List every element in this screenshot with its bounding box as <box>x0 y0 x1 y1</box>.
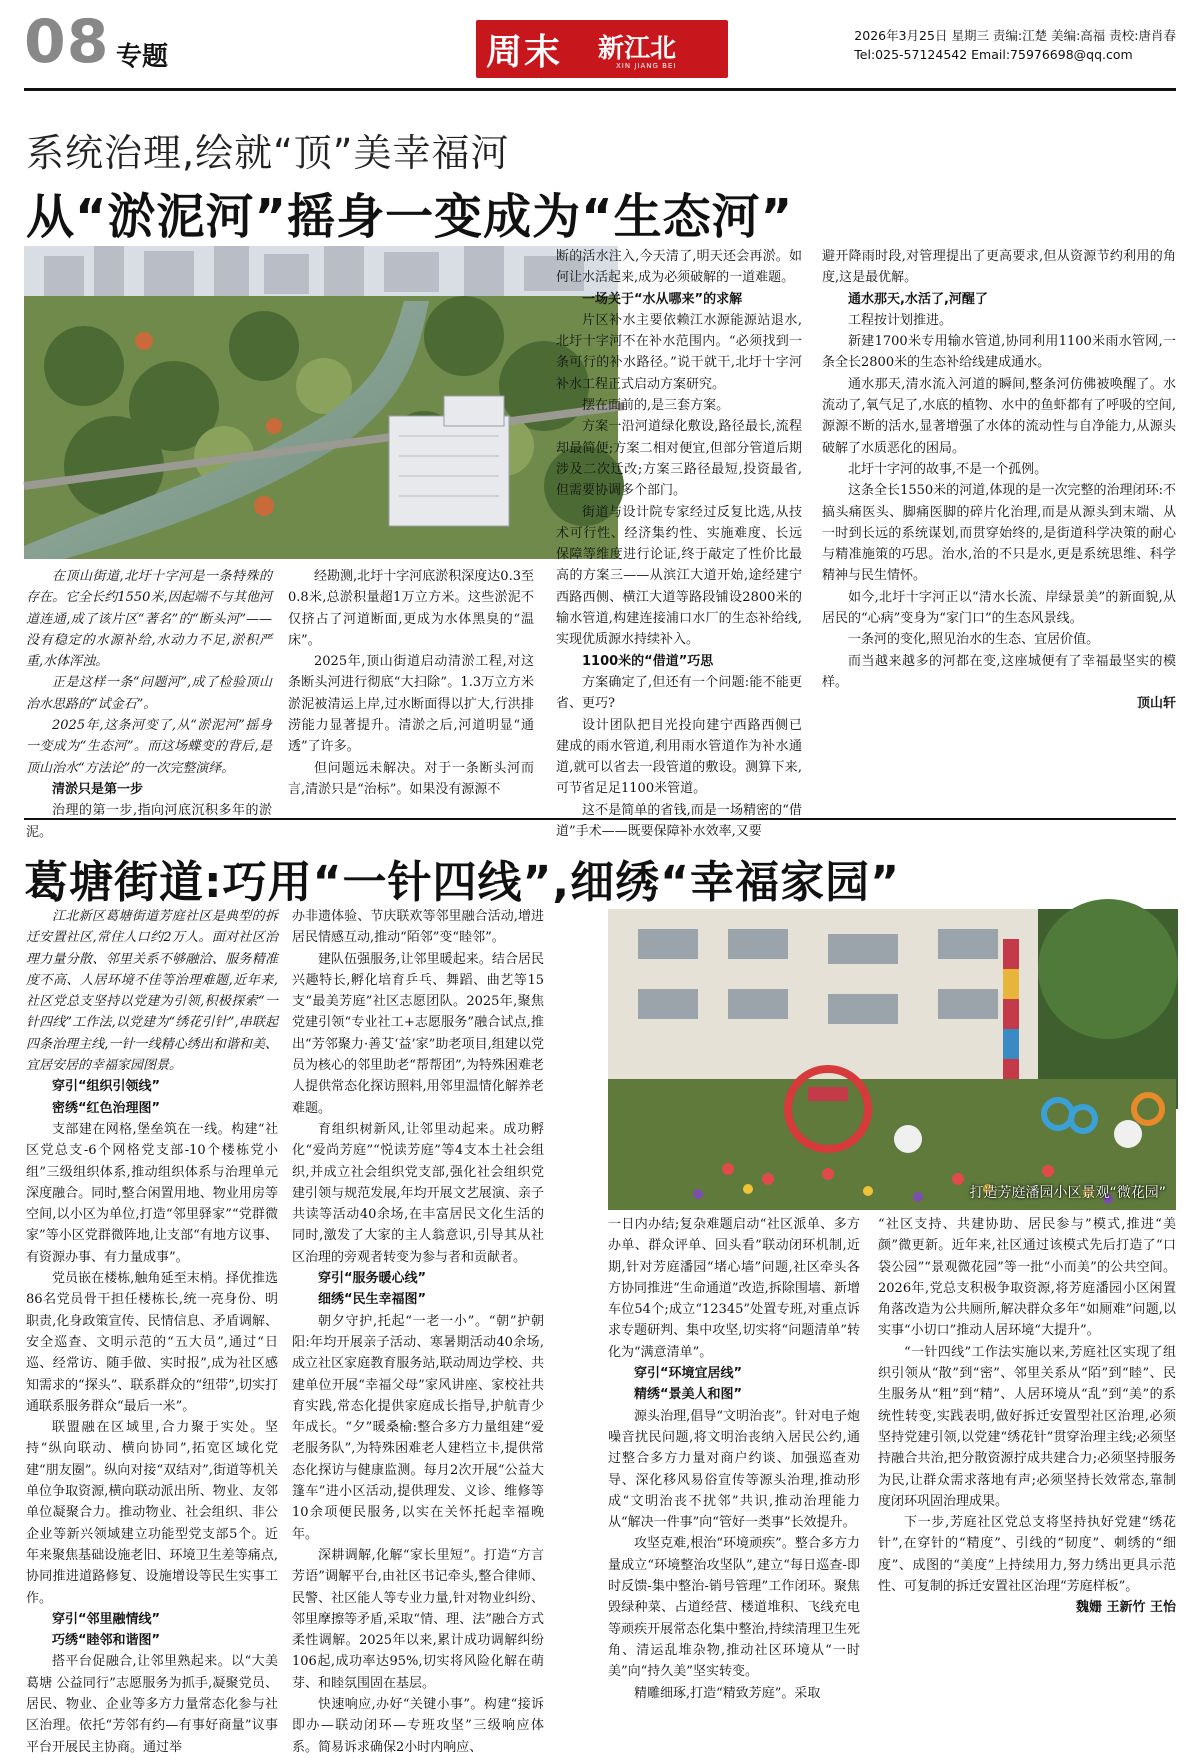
date-editor-line: 2026年3月25日 星期三 责编:江楚 美编:高福 责校:唐肖春 <box>854 28 1176 43</box>
story1-col4 <box>822 246 1176 814</box>
story2-para: 搭平台促融合,让邻里熟起来。以“大美葛塘 公益同行”志愿服务为抓手,凝聚党员、居民、物业、企业等多方力量常态化参与社区治理。依托“芳邻有约—有事好商量”议事平台开展民主协商。通过举 <box>26 1654 278 1755</box>
story2-para: 支部建在网格,堡垒筑在一线。构建“社区党总支-6个网格党支部-10个楼栋党小组”三级组织体系,推动组织体系与治理单元深度融合。同时,整合闲置用地、物业用房等空间,以小区为单位,打造“邻里驿家”“党群微家”等小区党群微阵地,让支部“有地方议事、有资源办事、有力量成事”。 <box>26 1121 278 1265</box>
logo-pinyin: XIN JIANG BEI <box>616 62 677 70</box>
story1-subhead-4: 通水那天,水活了,河醒了 <box>848 291 988 307</box>
story2-para: 育组织树新风,让邻里动起来。成功孵化“爱尚芳庭”“悦读芳庭”等4支本土社会组织,并成立社会组织党支部,强化社会组织党建引领与规范发展,年均开展文艺展演、亲子共读等活动40余场,在丰富居民文化生活的同时,激发了大家的主人翁意识,引导其从社区治理的旁观者转变为参与者和贡献者。 <box>292 1121 544 1265</box>
story1-headline: 从“淤泥河”摇身一变成为“生态河” <box>26 189 794 245</box>
story1-para: 而当越来越多的河都在变,这座城便有了幸福最坚实的模样。 <box>822 653 1176 690</box>
story1-col2 <box>288 566 534 816</box>
story1-para: 断的活水注入,今天清了,明天还会再淤。如何让水活起来,成为必须破解的一道难题。 <box>556 249 802 286</box>
logo-main-text: 周末 <box>486 32 563 73</box>
story2-subhead-1a: 穿引“组织引领线” <box>52 1079 161 1095</box>
story1-lead-para-2: 正是这样一条“问题河”,成了检验顶山治水思路的“试金石”。 <box>26 675 272 712</box>
story2-para: “一针四线”工作法实施以来,芳庭社区实现了组织引领从“散”到“密”、邻里关系从“陌”到“睦”、民生服务从“粗”到“精”、人居环境从“乱”到“美”的系统性转变,实践表明,做好拆迁安置型社区治理,必须坚持党建引领,以党建“绣花针”贯穿治理主线;必须坚持融合共治,把分散资源拧成共建合力;必须坚持服务为民,让群众需求落地有声;必须坚持长效常态,靠制度闭环巩固治理成果。 <box>878 1344 1176 1509</box>
section-divider <box>24 818 1176 820</box>
story2-para: 党员嵌在楼栋,触角延至末梢。择优推选86名党员骨干担任楼栋长,统一亮身份、明职责,化身政策宣传、民情信息、矛盾调解、安全巡查、文明示范的“五大员”,通过“日巡、经常访、随手做、实时报”,成为社区感知需求的“探头”、联系群众的“纽带”,切实打通联系服务群众“最后一米”。 <box>26 1271 278 1414</box>
story1-para: 但问题远未解决。对于一条断头河而言,清淤只是“治标”。如果没有源源不 <box>288 760 534 797</box>
newspaper-logo <box>476 20 728 78</box>
story2-subhead-4a: 穿引“环境宜居线” <box>634 1366 743 1382</box>
story1-para: 北圩十字河的故事,不是一个孤例。 <box>848 461 1048 477</box>
top-rule <box>24 88 1176 91</box>
story1-para: 片区补水主要依赖江水源能源站退水,北圩十字河不在补水范围内。“必须找到一条可行的补水路径。”说干就干,北圩十字河补水工程正式启动方案研究。 <box>556 312 802 392</box>
story1-subhead-3: 1100米的“借道”巧思 <box>582 653 714 669</box>
story1-para: 如今,北圩十字河正以“清水长流、岸绿景美”的新面貌,从居民的“心病”变身为“家门口”的生态风景线。 <box>822 589 1176 627</box>
story1-subhead-1: 清淤只是第一步 <box>52 781 144 797</box>
story1-col3 <box>556 246 802 840</box>
page-number: 08 <box>24 7 110 77</box>
story1-para: 治理的第一步,指向河底沉积多年的淤泥。 <box>26 803 272 840</box>
river-aerial-photo <box>24 246 618 559</box>
story1-para: 新建1700米专用输水管道,协同利用1100米雨水管网,一条全长2800米的生态补给线建成通水。 <box>822 334 1176 371</box>
masthead <box>24 7 1176 98</box>
story2-col2 <box>292 906 544 1755</box>
story2-para: 一日内办结;复杂难题启动“社区派单、多方办单、群众评单、回头看”联动闭环机制,近期,针对芳庭潘园“堵心墙”问题,社区牵头各方协同推进“生命通道”改造,拆除围墙、新增车位54个;成立“12345”处置专班,对重点诉求专题研判、集中攻坚,切实将“问题清单”转化为“满意清单”。 <box>608 1217 860 1360</box>
story2-para: 朝夕守护,托起“一老一小”。“朝”护朝阳:年均开展亲子活动、寒暑期活动40余场,成立社区家庭教育服务站,联动周边学校、共建单位开展“幸福父母”家风讲座、家校社共育实践,常态化提供家庭成长指导,护航青少年成长。“夕”暖桑榆:整合多方力量组建“爱老服务队”,为特殊困难老人建档立卡,提供常态化探访与健康监测。每月2次开展“公益大篷车”进小区活动,提供理发、义诊、维修等10余项便民服务,以实在关怀托起幸福晚年。 <box>292 1313 544 1542</box>
logo-script-text: 新江北 <box>598 34 677 64</box>
contact-line: Tel:025-57124542 Email:75976698@qq.com <box>854 47 1133 62</box>
story1-para: 方案一沿河道绿化敷设,路径最长,流程却最简便;方案二相对便宜,但部分管道后期涉及二次迁改;方案三路径最短,投资最省,但需要协调多个部门。 <box>556 419 802 499</box>
issue-meta <box>854 26 1176 64</box>
photo-caption: 打造芳庭潘园小区景观“微花园” <box>969 1185 1166 1201</box>
story1-subhead-2: 一场关于“水从哪来”的求解 <box>582 291 743 307</box>
story2-para: 建队伍强服务,让邻里暖起来。结合居民兴趣特长,孵化培育乒乓、舞蹈、曲艺等15支“最美芳庭”社区志愿团队。2025年,聚焦党建引领“专业社工+志愿服务”融合试点,推出“芳邻聚力·善艾‘益’家”助老项目,组建以党员为核心的邻里助老“帮帮团”,为特殊困难老人提供常态化探访照料,用邻里温情化解养老难题。 <box>292 951 544 1116</box>
story2-para: 办非遗体验、节庆联欢等邻里融合活动,增进居民情感互动,推动“陌邻”变“睦邻”。 <box>292 909 544 946</box>
story1-lead-para-3: 2025年,这条河变了,从“淤泥河”摇身一变成为“生态河”。而这场蝶变的背后,是顶山治水“方法论”的一次完整演绎。 <box>26 718 272 776</box>
story1-para: 街道与设计院专家经过反复比选,从技术可行性、经济集约性、实施难度、长远保障等维度进行论证,终于敲定了性价比最高的方案三——从滨江大道开始,途经建宁西路西侧、横江大道等路段铺设2800米的输水管道,构建连接浦口水厂的生态补给线,实现优质源水持续补入。 <box>556 504 802 648</box>
micro-garden-photo <box>608 909 1176 1210</box>
story2-subhead-2a: 穿引“邻里融情线” <box>52 1611 161 1627</box>
story2-para: 深耕调解,化解“家长里短”。打造“方言芳语”调解平台,由社区书记牵头,整合律师、民警、社区能人等专业力量,针对物业纠纷、邻里摩擦等矛盾,采取“情、理、法”融合方式柔性调解。2025年以来,累计成功调解纠纷106起,成功率达95%,切实将风险化解在萌芽、和睦氛围固在基层。 <box>292 1547 544 1691</box>
story1-para: 设计团队把目光投向建宁西路西侧已建成的雨水管道,利用雨水管道作为补水通道,就可以省去一段管道的敷设。测算下来,可节省足足1100米管道。 <box>556 717 802 797</box>
story2-subhead-3b: 细绣“民生幸福图” <box>318 1292 427 1308</box>
story1-para: 工程按计划推进。 <box>848 312 953 328</box>
story1-para: 避开降雨时段,对管理提出了更高要求,但从资源节约利用的角度,这是最优解。 <box>822 249 1176 286</box>
story1-kicker: 系统治理,绘就“顶”美幸福河 <box>26 131 510 175</box>
story2-para: 联盟融在区域里,合力聚于实处。坚持“纵向联动、横向协同”,拓宽区域化党建“朋友圈”。纵向对接“双结对”,街道等机关单位争取资源,横向联动派出所、物业、友邻单位凝聚合力。推动物业、社会组织、非公企业等新兴领域建立功能型党支部5个。近年来聚焦基础设施老旧、环境卫生差等痛点,协同推进道路修复、设施增设等民生实事工作。 <box>26 1420 278 1606</box>
story1-para: 这条全长1550米的河道,体现的是一次完整的治理闭环:不搞头痛医头、脚痛医脚的碎片化治理,而是从源头到末端、从一时到长远的系统谋划,而贯穿始终的,是街道科学决策的耐心与精准施策的巧思。治水,治的不只是水,更是系统思维、科学精神与民生情怀。 <box>822 483 1176 584</box>
story1-byline: 顶山轩 <box>1136 696 1176 712</box>
story1-para: 方案确定了,但还有一个问题:能不能更省、更巧? <box>556 674 802 712</box>
story2-subhead-3a: 穿引“服务暖心线” <box>318 1271 427 1287</box>
story2-col1 <box>26 906 278 1755</box>
story2-para: 精雕细琢,打造“精致芳庭”。采取 <box>634 1685 821 1701</box>
story1-para: 摆在面前的,是三套方案。 <box>582 398 730 414</box>
story1-para: 一条河的变化,照见治水的生态、宜居价值。 <box>848 632 1100 648</box>
story2-para: “社区支持、共建协助、居民参与”模式,推进“美颜”微更新。近年来,社区通过该模式先后打造了“口袋公园”“景观微花园”等一批“小而美”的公共空间。2026年,党总支积极争取资源,将芳庭潘园小区闲置角落改造为公共厕所,解决群众多年“如厕难”问题,以实事“小切口”推动人居环境“大提升”。 <box>878 1217 1176 1339</box>
story2-para: 源头治理,倡导“文明治丧”。针对电子炮噪音扰民问题,将文明治丧纳入居民公约,通过整合多方力量对商户约谈、加强巡查劝导、深化移风易俗宣传等源头治理,推动形成“文明治丧不扰邻”共识,推动治理能力从“解决一件事”向“管好一类事”长效提升。 <box>608 1408 860 1531</box>
story2-para: 快速响应,办好“关键小事”。构建“接诉即办—联动闭环—专班攻坚”三级响应体系。简易诉求确保2小时内响应、 <box>292 1696 544 1755</box>
story1-para: 经勘测,北圩十字河底淤积深度达0.3至0.8米,总淤积量超1万立方米。这些淤泥不仅挤占了河道断面,更成为水体黑臭的“温床”。 <box>288 569 534 648</box>
story2-subhead-4b: 精绣“景美人和图” <box>634 1387 743 1403</box>
story2-headline: 葛塘街道:巧用“一针四线”,细绣“幸福家园” <box>24 857 900 908</box>
story1-lead-para-1: 在顶山街道,北圩十字河是一条特殊的存在。它全长约1550米,因起端不与其他河道连通,成了该片区“著名”的“断头河”——没有稳定的水源补给,水动力不足,淤积严重,水体浑浊。 <box>26 569 272 670</box>
story2-para: 攻坚克难,根治“环境顽疾”。整合多方力量成立“环境整治攻坚队”,建立“每日巡查-即时反馈-集中整治-销号管理”工作闭环。聚焦毁绿种菜、占道经营、楼道堆积、飞线充电等顽疾开展常态化集中整治,持续清理卫生死角、清运乱堆杂物,推动社区环境从“一时美”向“持久美”坚实转变。 <box>608 1536 860 1680</box>
story1-para: 通水那天,清水流入河道的瞬间,整条河仿佛被唤醒了。水流动了,氧气足了,水底的植物、水中的鱼虾都有了呼吸的空间,源源不断的活水,显著增强了水体的流动性与自净能力,从源头破解了水质恶化的困局。 <box>822 376 1176 456</box>
story2-subhead-1b: 密绣“红色治理图” <box>52 1100 161 1116</box>
story1-para: 这不是简单的省钱,而是一场精密的“借道”手术——既要保障补水效率,又要 <box>556 802 802 840</box>
story2-col3 <box>608 1214 860 1706</box>
story2-byline: 魏姗 王新竹 王怡 <box>1075 1600 1176 1616</box>
story1-col1 <box>26 566 272 840</box>
story2-subhead-2b: 巧绣“睦邻和谐图” <box>52 1633 161 1649</box>
story2-col4 <box>878 1214 1176 1706</box>
section-label: 专题 <box>116 42 169 72</box>
story2-para: 下一步,芳庭社区党总支将坚持执好党建“绣花针”,在穿针的“精度”、引线的“韧度”、刺绣的“细度”、成图的“美度”上持续用力,努力绣出更具示范性、可复制的拆迁安置社区治理“芳庭样板”。 <box>878 1515 1176 1595</box>
story1-para: 2025年,顶山街道启动清淤工程,对这条断头河进行彻底“大扫除”。1.3万立方米淤泥被清运上岸,过水断面得以扩大,行洪排涝能力显著提升。清淤之后,河道明显“通透”了许多。 <box>288 654 534 755</box>
story2-lead: 江北新区葛塘街道芳庭社区是典型的拆迁安置社区,常住人口约2万人。面对社区治理力量分散、邻里关系不够融洽、服务精准度不高、人居环境不佳等治理难题,近年来,社区党总支坚持以党建为引领,积极探索“一针四线”工作法,以党建为“绣花引针”,串联起四条治理主线,一针一线精心绣出和谐和美、宜居安居的幸福家园图景。 <box>26 909 278 1074</box>
